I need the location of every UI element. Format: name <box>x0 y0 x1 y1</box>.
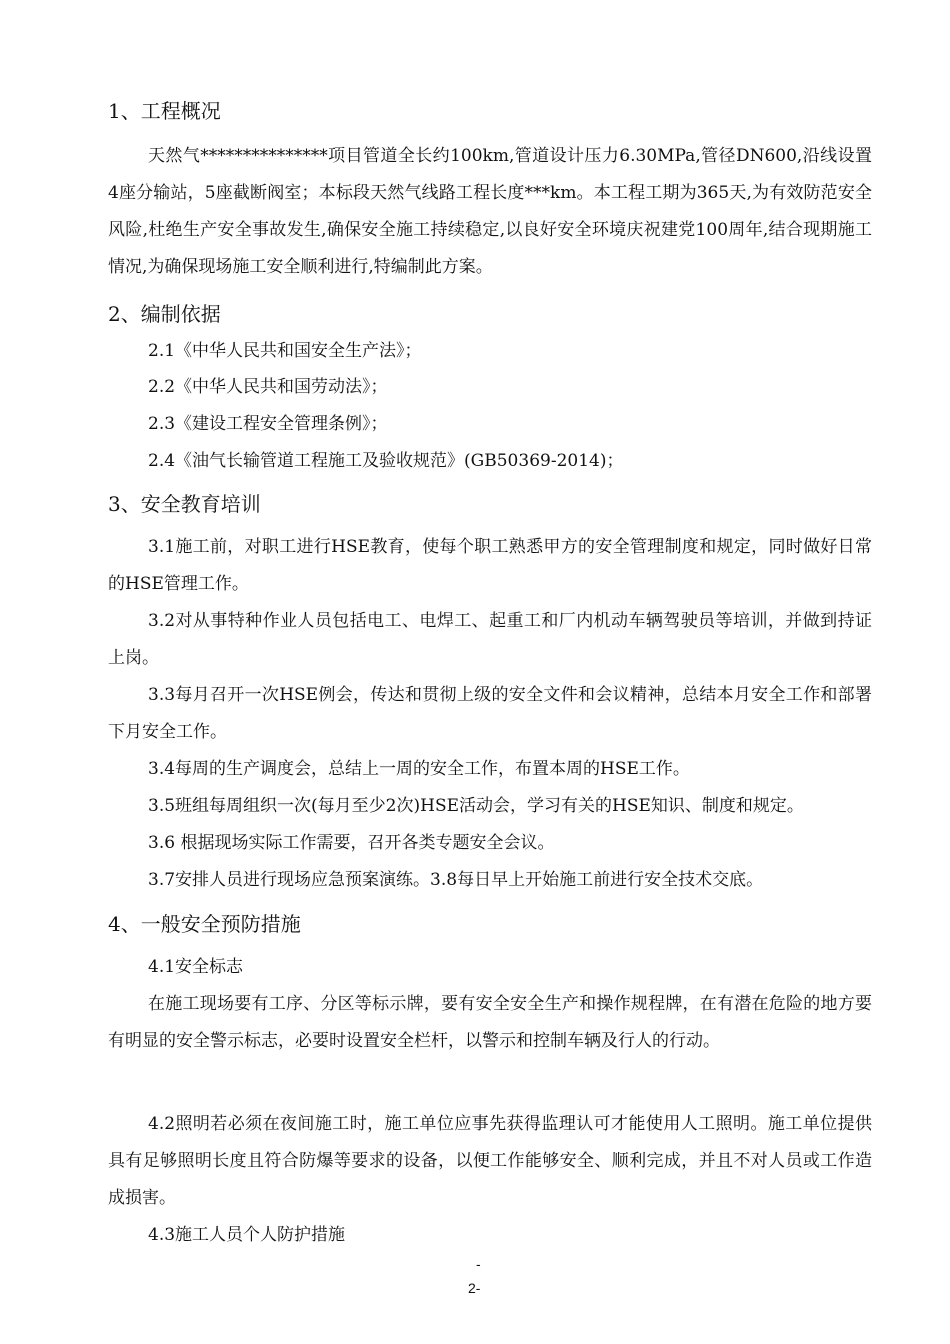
training-paragraph: 3.3每月召开一次HSE例会，传达和贯彻上级的安全文件和会议精神，总结本月安全工作和部署下月安全工作。 <box>108 685 872 742</box>
basis-item: 2.3《建设工程安全管理条例》； <box>148 414 388 434</box>
training-paragraph: 3.2对从事特种作业人员包括电工、电焊工、起重工和厂内机动车辆驾驶员等培训，并做到持证上岗。 <box>108 611 872 668</box>
subsection-heading: 4.1安全标志 <box>148 957 244 977</box>
training-paragraph: 3.5班组每周组织一次(每月至少2次)HSE活动会，学习有关的HSE知识、制度和规定。 <box>148 796 804 816</box>
section-1-heading: 1、工程概况 <box>108 99 221 123</box>
basis-item: 2.2《中华人民共和国劳动法》； <box>148 377 388 397</box>
section-2-heading: 2、编制依据 <box>108 302 221 326</box>
basis-item: 2.1《中华人民共和国安全生产法》； <box>148 341 422 361</box>
training-paragraph: 3.1施工前，对职工进行HSE教育，使每个职工熟悉甲方的安全管理制度和规定，同时做好日常的HSE管理工作。 <box>108 537 872 594</box>
training-paragraph: 3.4每周的生产调度会，总结上一周的安全工作，布置本周的HSE工作。 <box>148 759 690 779</box>
subsection-heading: 4.3施工人员个人防护措施 <box>148 1225 346 1245</box>
page-number: 2- <box>468 1280 481 1296</box>
training-paragraph: 3.7安排人员进行现场应急预案演练。3.8每日早上开始施工前进行安全技术交底。 <box>148 870 764 890</box>
section-3-heading: 3、安全教育培训 <box>108 492 261 516</box>
training-paragraph: 3.6 根据现场实际工作需要，召开各类专题安全会议。 <box>148 833 555 853</box>
section-1-paragraph: 天然气***************项目管道全长约100km,管道设计压力6.30MPa,管径DN600,沿线设置4座分输站，5座截断阀室；本标段天然气线路工程长度***km。本工程工期为365天,为有效防范安全风险,杜绝生产安全事故发生,确保安全施工持续稳定,以良好安全环境庆祝建党100周年,结合现期施工情况,为确保现场施工安全顺利进行,特编制此方案。 <box>108 146 872 277</box>
safety-sign-paragraph: 在施工现场要有工序、分区等标示牌，要有安全安全生产和操作规程牌，在有潜在危险的地方要有明显的安全警示标志，必要时设置安全栏杆，以警示和控制车辆及行人的行动。 <box>108 994 872 1051</box>
section-4-heading: 4、一般安全预防措施 <box>108 912 301 936</box>
basis-item: 2.4《油气长输管道工程施工及验收规范》(GB50369-2014)； <box>148 451 624 471</box>
footer-dash: - <box>476 1256 481 1272</box>
lighting-paragraph: 4.2照明若必须在夜间施工时，施工单位应事先获得监理认可才能使用人工照明。施工单位提供具有足够照明长度且符合防爆等要求的设备，以便工作能够安全、顺利完成，并且不对人员或工作造成损害。 <box>108 1114 872 1208</box>
